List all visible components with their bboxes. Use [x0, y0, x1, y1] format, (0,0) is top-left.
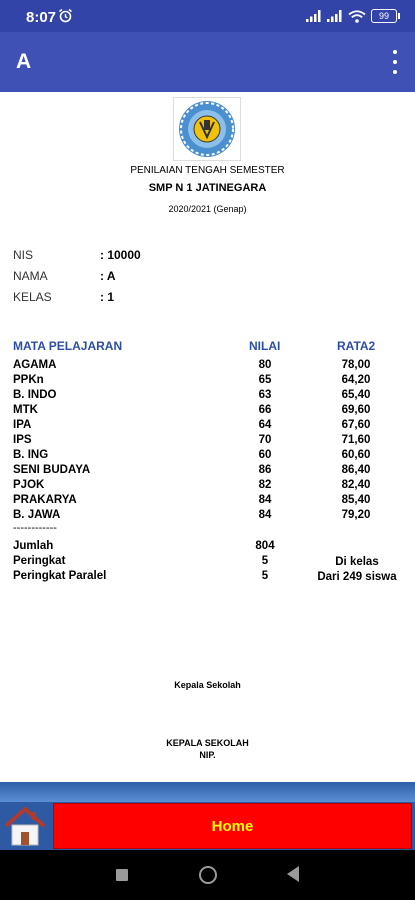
table-row — [0, 389, 415, 404]
average-cell: 67,60 — [341, 419, 371, 431]
app-bar — [0, 32, 415, 92]
academic-year: 2020/2021 (Genap) — [168, 204, 247, 214]
signature-nip: NIP. — [199, 750, 216, 760]
table-row — [0, 464, 415, 479]
score-cell: 70 — [258, 434, 272, 446]
signature-title: Kepala Sekolah — [174, 680, 241, 690]
score-cell: 82 — [258, 479, 272, 491]
subject-cell: PRAKARYA — [13, 494, 77, 506]
rank-value: 5 — [261, 555, 269, 567]
score-cell: 64 — [258, 419, 272, 431]
average-cell: 64,20 — [341, 374, 371, 386]
kelas-value: : 1 — [100, 290, 115, 304]
average-cell: 71,60 — [341, 434, 371, 446]
total-label: Jumlah — [13, 540, 54, 552]
score-cell: 63 — [258, 389, 272, 401]
score-cell: 80 — [258, 359, 272, 371]
average-cell: 86,40 — [341, 464, 371, 476]
separator: ------------ — [13, 522, 57, 534]
average-cell: 69,60 — [341, 404, 371, 416]
subject-header: MATA PELAJARAN — [13, 339, 123, 353]
average-cell: 60,60 — [341, 449, 371, 461]
kelas-label: KELAS — [13, 290, 52, 304]
score-cell: 86 — [258, 464, 272, 476]
nis-label: NIS — [13, 248, 34, 262]
report-page — [0, 92, 415, 782]
status-time: 8:07 — [26, 9, 57, 26]
score-cell: 60 — [258, 449, 272, 461]
rank-note: Di kelas — [335, 556, 379, 568]
school-name: SMP N 1 JATINEGARA — [148, 182, 267, 194]
table-row — [0, 359, 415, 374]
home-nav-icon[interactable] — [199, 866, 217, 884]
table-row — [0, 374, 415, 389]
total-value: 804 — [255, 540, 275, 552]
score-header: NILAI — [249, 339, 281, 353]
nama-value: : A — [100, 269, 116, 283]
wifi-icon — [348, 10, 366, 23]
signal-icon — [306, 10, 322, 22]
table-row — [0, 479, 415, 494]
average-cell: 82,40 — [341, 479, 371, 491]
nis-value: : 10000 — [100, 248, 141, 262]
table-row — [0, 494, 415, 509]
table-row — [0, 419, 415, 434]
average-cell: 65,40 — [341, 389, 371, 401]
table-row — [0, 434, 415, 449]
score-cell: 66 — [258, 404, 272, 416]
subject-cell: SENI BUDAYA — [13, 464, 91, 476]
signature-name: KEPALA SEKOLAH — [166, 738, 249, 748]
subject-cell: B. JAWA — [13, 509, 61, 521]
alarm-icon — [58, 8, 73, 23]
subject-cell: B. ING — [13, 449, 49, 461]
subject-cell: IPS — [13, 434, 32, 446]
average-cell: 78,00 — [341, 359, 371, 371]
score-cell: 65 — [258, 374, 272, 386]
report-title: PENILAIAN TENGAH SEMESTER — [130, 165, 285, 176]
back-icon[interactable] — [287, 866, 299, 882]
subject-cell: B. INDO — [13, 389, 57, 401]
home-icon[interactable] — [4, 804, 46, 848]
recent-apps-icon[interactable] — [116, 869, 128, 881]
average-cell: 85,40 — [341, 494, 371, 506]
rank-label: Peringkat — [13, 555, 66, 567]
score-cell: 84 — [258, 494, 272, 506]
parallel-rank-value: 5 — [261, 570, 269, 582]
subject-cell: PPKn — [13, 374, 44, 386]
subject-cell: IPA — [13, 419, 32, 431]
subject-cell: PJOK — [13, 479, 45, 491]
parallel-rank-note: Dari 249 siswa — [317, 571, 397, 583]
overflow-menu-icon[interactable] — [389, 50, 401, 74]
average-cell: 79,20 — [341, 509, 371, 521]
table-row — [0, 509, 415, 524]
app-title: A — [16, 50, 32, 73]
table-row — [0, 449, 415, 464]
battery-icon: 99 — [371, 9, 397, 23]
subject-cell: AGAMA — [13, 359, 57, 371]
table-row — [0, 404, 415, 419]
subject-cell: MTK — [13, 404, 38, 416]
home-button[interactable] — [53, 803, 412, 849]
signal-icon — [327, 10, 343, 22]
school-logo-icon — [173, 97, 241, 161]
home-button-label: Home — [211, 817, 254, 835]
status-bar — [0, 0, 415, 32]
scroll-divider — [0, 782, 415, 802]
parallel-rank-label: Peringkat Paralel — [13, 570, 107, 582]
nama-label: NAMA — [13, 269, 48, 283]
score-cell: 84 — [258, 509, 272, 521]
average-header: RATA2 — [337, 339, 376, 353]
